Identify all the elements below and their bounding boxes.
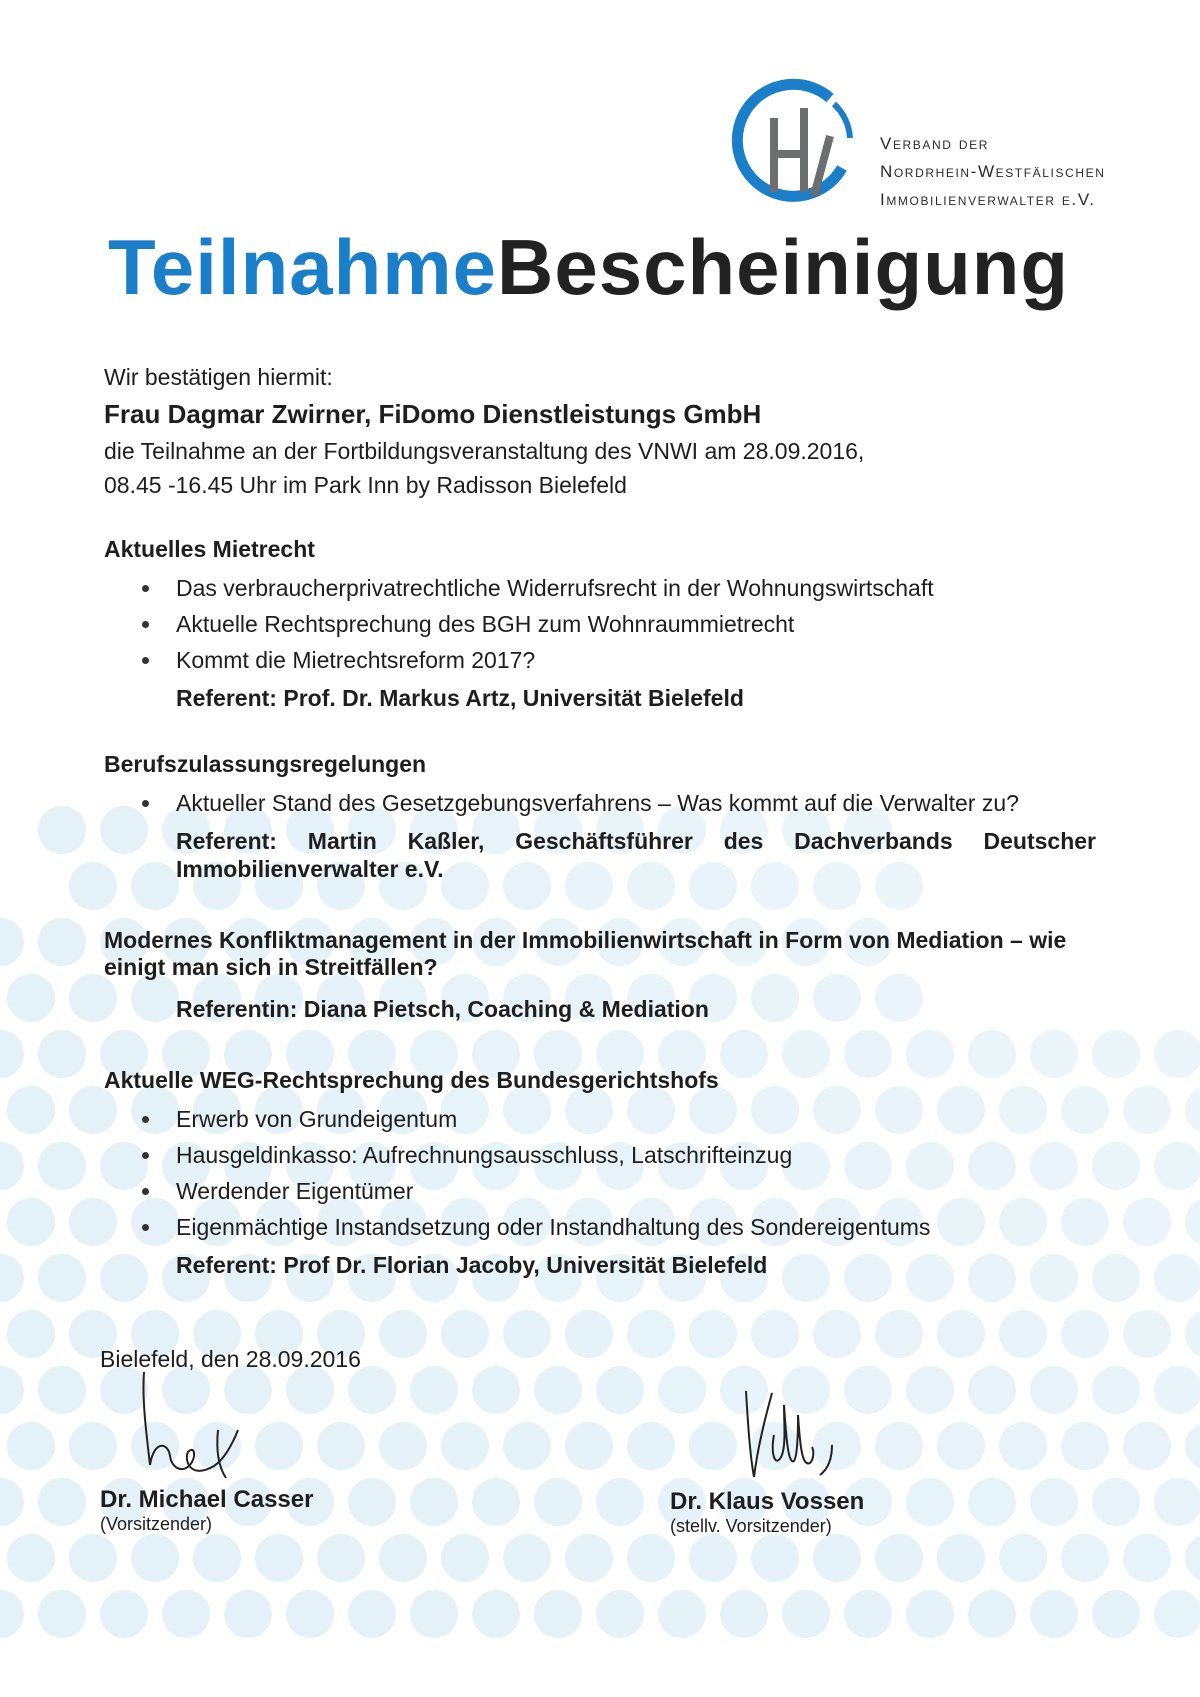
topic-list — [104, 570, 1104, 678]
list-item: Aktueller Stand des Gesetzgebungsverfahrens – Was kommt auf die Verwalter zu? — [104, 785, 1104, 821]
speaker: Referent: Prof. Dr. Markus Artz, Universität Bielefeld — [176, 684, 744, 711]
section-konfliktmanagement — [104, 927, 1104, 1023]
place-date: Bielefeld, den 28.09.2016 — [100, 1346, 361, 1372]
list-item: Erwerb von Grundeigentum — [104, 1101, 1104, 1137]
confirmation-block — [104, 360, 1104, 503]
list-item: Hausgeldinkasso: Aufrechnungsausschluss, Latschrifteinzug — [104, 1137, 1104, 1173]
section-heading: Berufszulassungsregelungen — [104, 751, 427, 777]
signatory-1 — [100, 1486, 313, 1535]
section-aktuelles-mietrecht — [104, 536, 1104, 712]
title-part-2: Bescheinigung — [496, 223, 1070, 311]
signature-klaus-vossen — [740, 1385, 850, 1485]
speaker: Referent: Prof Dr. Florian Jacoby, Universität Bielefeld — [176, 1251, 768, 1278]
organization-name-line-1: Verband der — [880, 134, 990, 153]
list-item: Kommt die Mietrechtsreform 2017? — [104, 642, 1104, 678]
section-berufszulassungsregelungen — [104, 751, 1104, 883]
participant-name: Frau Dagmar Zwirner, FiDomo Dienstleistungs GmbH — [104, 398, 762, 429]
list-item: Eigenmächtige Instandsetzung oder Instandhaltung des Sondereigentums — [104, 1209, 1104, 1245]
topic-list — [104, 1101, 1104, 1245]
organization-name-line-3: Immobilienverwalter e.V. — [880, 190, 1096, 209]
confirmation-intro: Wir bestätigen hiermit: — [104, 364, 333, 390]
list-item: Das verbraucherprivatrechtliche Widerrufsrecht in der Wohnungswirtschaft — [104, 570, 1104, 606]
signatory-name: Dr. Michael Casser — [100, 1486, 314, 1513]
section-heading: Aktuelle WEG-Rechtsprechung des Bundesgerichtshofs — [104, 1067, 719, 1093]
list-item: Aktuelle Rechtsprechung des BGH zum Wohnraummietrecht — [104, 606, 1104, 642]
signatory-name: Dr. Klaus Vossen — [670, 1488, 865, 1515]
title-part-1: Teilnahme — [108, 223, 497, 311]
confirmation-line-1: die Teilnahme an der Fortbildungsveranstaltung des VNWI am 28.09.2016, — [104, 437, 865, 464]
section-heading: Aktuelles Mietrecht — [104, 536, 315, 562]
speaker: Referent: Martin Kaßler, Geschäftsführer des Dachverbands Deutscher Immobilienverwalter e.V. — [176, 827, 1096, 882]
organization-name — [880, 130, 1105, 214]
topic-list — [104, 785, 1104, 821]
signatory-role: (stellv. Vorsitzender) — [670, 1516, 832, 1536]
signatory-role: (Vorsitzender) — [100, 1514, 213, 1534]
organization-name-line-2: Nordrhein-Westfälischen — [880, 162, 1106, 181]
list-item: Werdender Eigentümer — [104, 1173, 1104, 1209]
speaker: Referentin: Diana Pietsch, Coaching & Mediation — [176, 996, 709, 1022]
document-title — [108, 223, 1070, 311]
signature-michael-casser — [130, 1370, 260, 1490]
section-weg-rechtsprechung — [104, 1067, 1104, 1279]
hv-logo-icon — [730, 78, 860, 208]
confirmation-line-2: 08.45 -16.45 Uhr im Park Inn by Radisson Bielefeld — [104, 472, 627, 498]
section-heading: Modernes Konfliktmanagement in der Immobilienwirtschaft in Form von Mediation – wie einigt man sich in Streitfällen? — [104, 927, 1067, 980]
signatory-2 — [670, 1488, 864, 1537]
